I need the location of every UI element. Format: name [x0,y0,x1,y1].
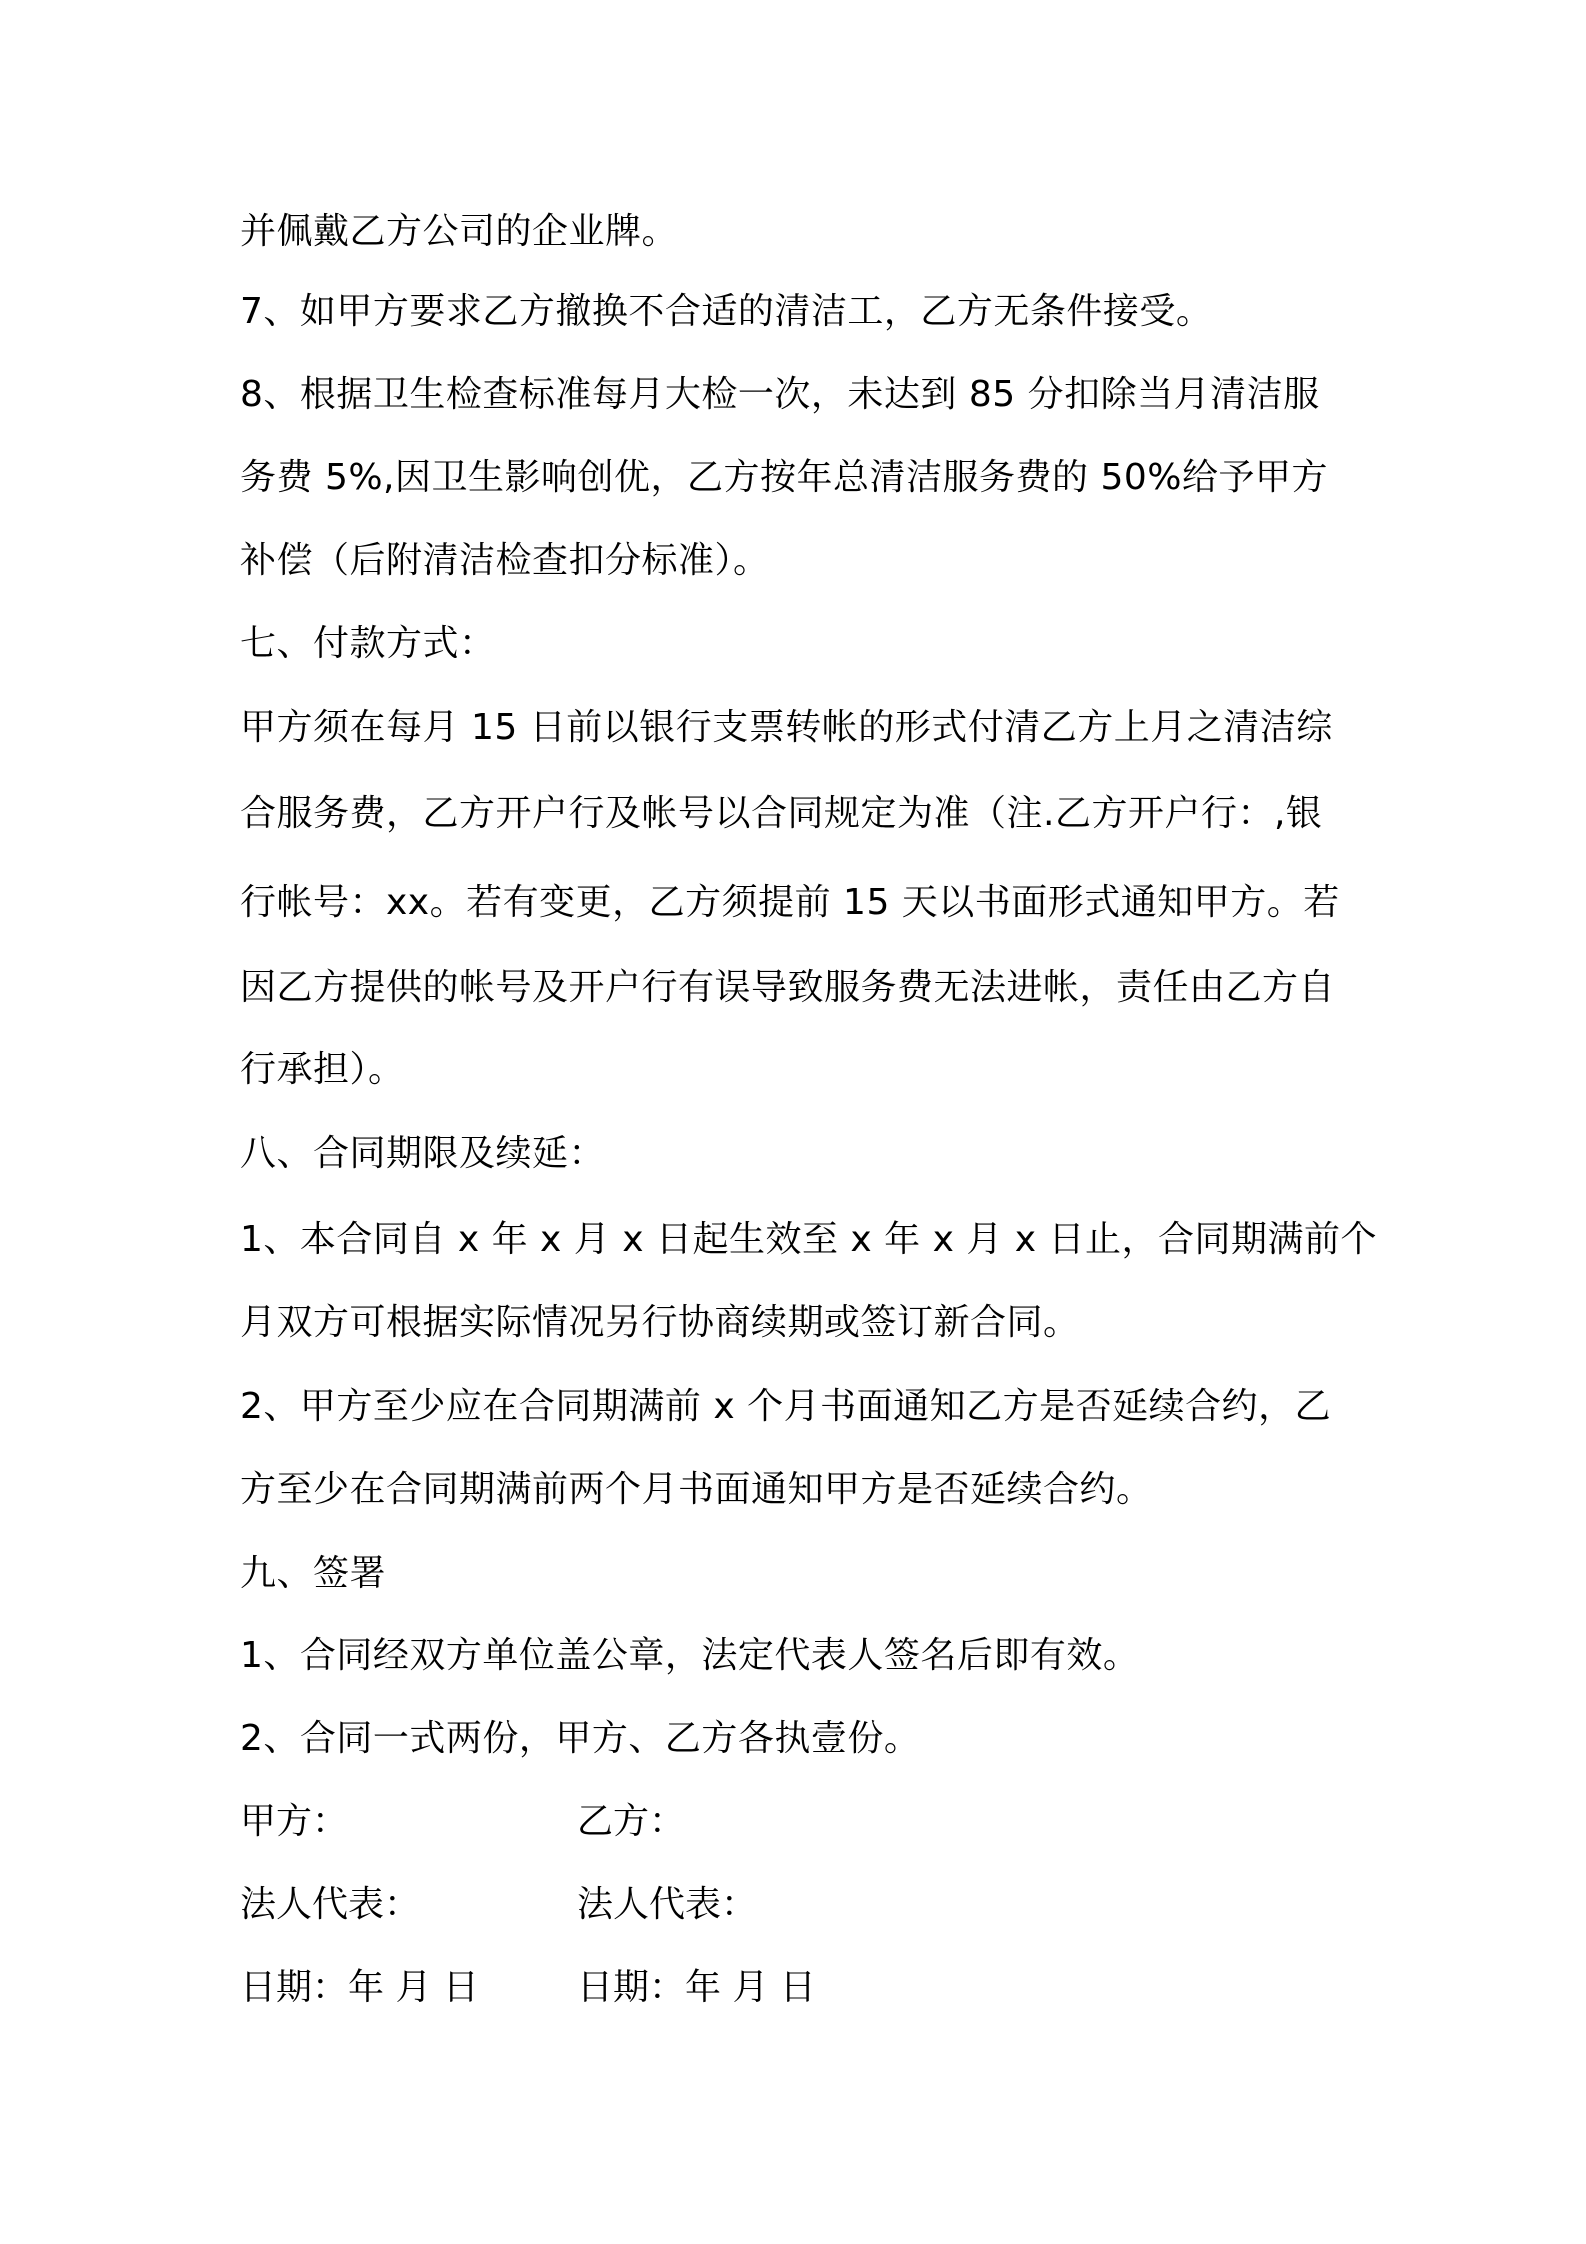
text-line: 方至少在合同期满前两个月书面通知甲方是否延续合约。 [240,1469,1153,1510]
text-line: 因乙方提供的帐号及开户行有误导致服务费无法进帐，责任由乙方自 [240,967,1336,1008]
party-a-label: 甲方： [240,1801,349,1842]
text-line: 行帐号：xx。若有变更，乙方须提前 15 天以书面形式通知甲方。若 [240,882,1340,923]
text-line: 务费 5%,因卫生影响创优，乙方按年总清洁服务费的 50%给予甲方 [240,457,1328,498]
party-b-representative-label: 法人代表： [577,1884,758,1925]
text-line: 1、本合同自 x 年 x 月 x 日起生效至 x 年 x 月 x 日止，合同期满前个 [240,1219,1378,1260]
party-a-date-label: 日期：年 月 日 [240,1967,479,2008]
text-line: 月双方可根据实际情况另行协商续期或签订新合同。 [240,1302,1080,1343]
signature-party-row [240,1797,1140,1847]
text-line: 7、如甲方要求乙方撤换不合适的清洁工，乙方无条件接受。 [240,291,1213,332]
text-line: 并佩戴乙方公司的企业牌。 [240,211,679,252]
text-line: 8、根据卫生检查标准每月大检一次，未达到 85 分扣除当月清洁服 [240,374,1320,415]
text-line: 2、合同一式两份，甲方、乙方各执壹份。 [240,1718,921,1759]
signature-date-row [240,1963,1140,2013]
text-line: 合服务费，乙方开户行及帐号以合同规定为准（注.乙方开户行：,银 [240,793,1323,834]
section-heading: 九、签署 [240,1553,387,1594]
text-line: 行承担）。 [240,1049,405,1090]
party-b-label: 乙方： [577,1801,686,1842]
signature-representative-row [240,1880,1140,1930]
text-line: 2、甲方至少应在合同期满前 x 个月书面通知乙方是否延续合约，乙 [240,1386,1332,1427]
text-line: 甲方须在每月 15 日前以银行支票转帐的形式付清乙方上月之清洁综 [240,707,1333,748]
party-a-representative-label: 法人代表： [240,1884,421,1925]
section-heading: 七、付款方式： [240,623,496,664]
party-b-date-label: 日期：年 月 日 [577,1967,816,2008]
text-line: 补偿（后附清洁检查扣分标准）。 [240,540,770,581]
text-line: 1、合同经双方单位盖公章，法定代表人签名后即有效。 [240,1635,1140,1676]
section-heading: 八、合同期限及续延： [240,1133,606,1174]
